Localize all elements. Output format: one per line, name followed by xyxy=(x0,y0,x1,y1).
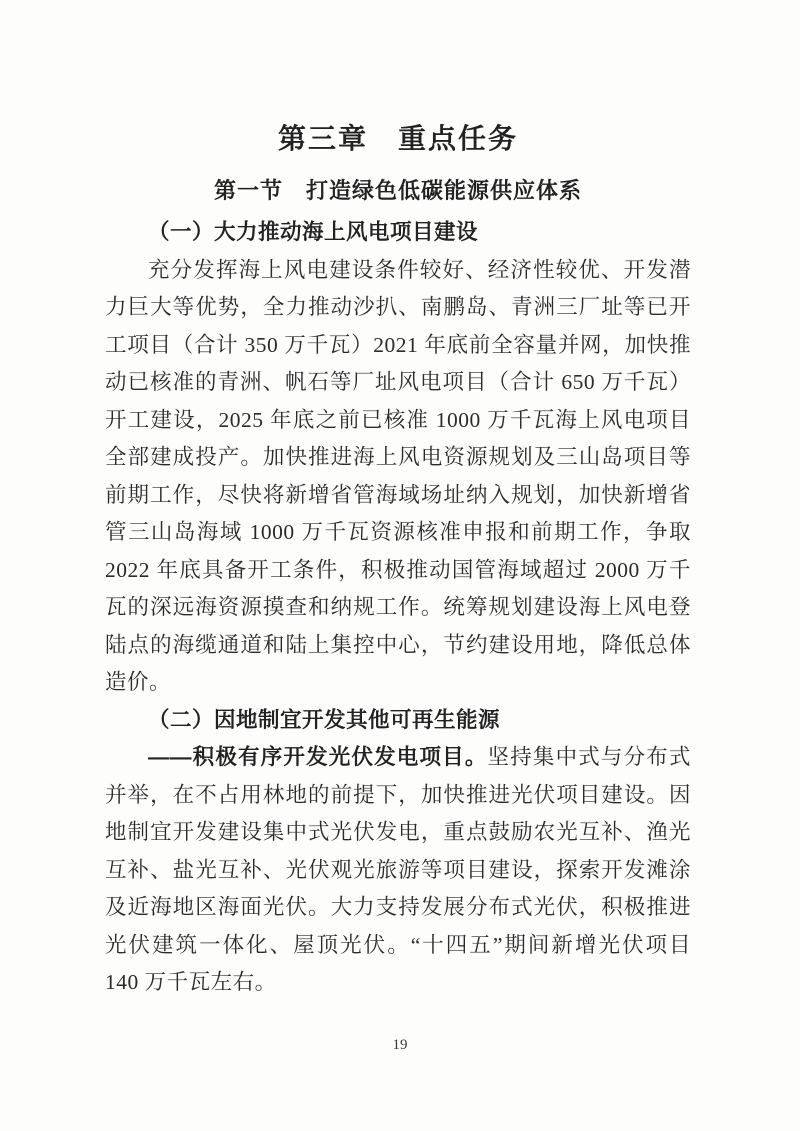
paragraph-solar-pv-text: 坚持集中式与分布式并举，在不占用林地的前提下，加快推进光伏项目建设。因地制宜开发建设集中式光伏发电，重点鼓励农光互补、渔光互补、盐光互补、光伏观光旅游等项目建设，探索开发滩涂及近海地区海面光伏。大力支持发展分布式光伏，积极推进光伏建筑一体化、屋顶光伏。“十四五”期间新增光伏项目 140 万千瓦左右。 xyxy=(105,745,691,994)
page-content xyxy=(105,121,691,1002)
section-title: 第一节 打造绿色低碳能源供应体系 xyxy=(213,178,582,203)
subsection-heading-2: （二）因地制宜开发其他可再生能源 xyxy=(148,707,501,732)
page-number: 19 xyxy=(392,1037,408,1053)
paragraph-bold-lead: ——积极有序开发光伏发电项目。 xyxy=(148,745,488,769)
paragraph-solar-pv xyxy=(105,739,691,1002)
subsection-heading-1: （一）大力推动海上风电项目建设 xyxy=(148,220,479,244)
paragraph-offshore-wind: 充分发挥海上风电建设条件较好、经济性较优、开发潜力巨大等优势，全力推动沙扒、南鹏岛、青洲三厂址等已开工项目（合计 350 万千瓦）2021 年底前全容量并网，加快推动已核准的青洲、帆石等厂址风电项目（合计 650 万千瓦）开工建设，2025 年底之前已核准 1000 万千瓦海上风电项目全部建成投产。加快推进海上风电资源规划及三山岛项目等前期工作，尽快将新增省管海域场址纳入规划，加快新增省管三山岛海域 1000 万千瓦资源核准申报和前期工作，争取 2022 年底具备开工条件，积极推动国管海域超过 2000 万千瓦的深远海资源摸查和纳规工作。统筹规划建设海上风电登陆点的海缆通道和陆上集控中心，节约建设用地，降低总体造价。 xyxy=(105,257,691,694)
chapter-title: 第三章 重点任务 xyxy=(277,123,518,154)
